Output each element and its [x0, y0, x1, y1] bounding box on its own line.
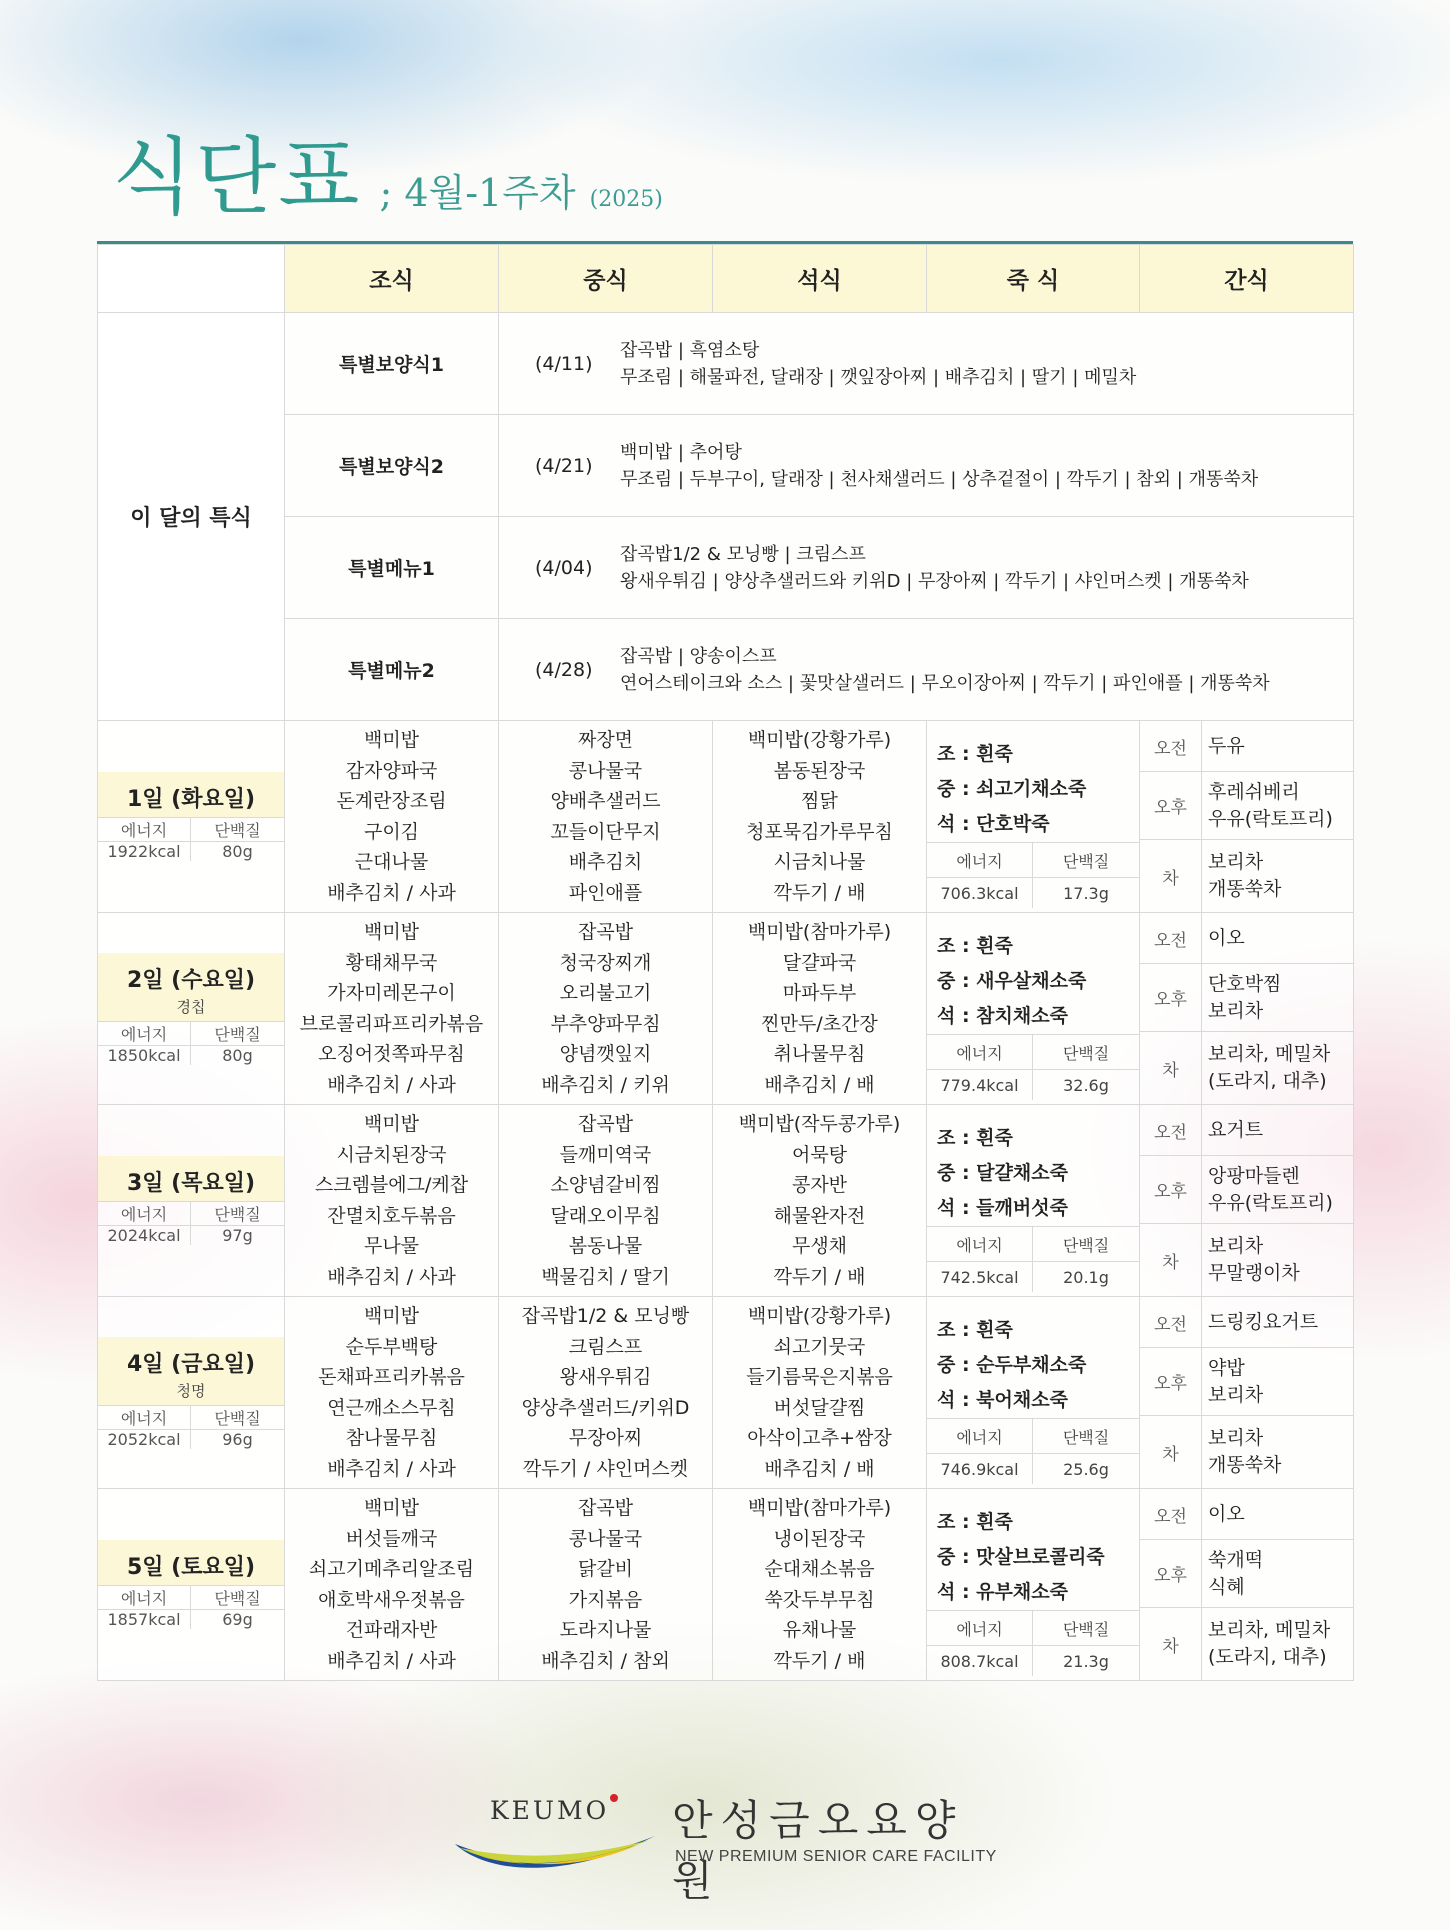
menu-item: 쇠고기메추리알조림	[308, 1558, 475, 1580]
menu-item: 버섯들깨국	[345, 1527, 438, 1550]
snack-tea-row	[1140, 1416, 1353, 1488]
menu-item: 파인애플	[568, 881, 643, 904]
menu-item: 연근깨소스무침	[327, 1396, 456, 1419]
day-nutrition	[98, 817, 284, 861]
menu-item: 버섯달걀찜	[773, 1396, 866, 1419]
snack-cell	[1140, 1297, 1354, 1489]
special-menu-line: 백미밥 | 추어탕	[620, 441, 742, 463]
menu-item: 백미밥(참마가루)	[747, 1497, 892, 1519]
breakfast-cell	[285, 913, 499, 1105]
breakfast-cell	[285, 1105, 499, 1297]
energy-value: 706.3kcal	[927, 877, 1033, 908]
snack-pm-label: 오후	[1140, 1540, 1202, 1607]
menu-item: 참나물무침	[345, 1427, 438, 1449]
col-header-snack: 간식	[1140, 245, 1354, 313]
menu-item: 달걀파국	[782, 951, 857, 974]
snack-am-row	[1140, 1105, 1353, 1156]
special-menu-line: 왕새우튀김 | 양상추샐러드와 키위D | 무장아찌 | 깍두기 | 샤인머스켓 | 개똥쑥차	[620, 570, 1249, 592]
menu-item: 무나물	[363, 1235, 420, 1257]
porridge-item: 조 : 흰죽	[937, 743, 1013, 765]
menu-item: 애호박새우젓볶음	[318, 1588, 465, 1611]
menu-item: 잔멸치호두볶음	[327, 1204, 456, 1227]
menu-item: 백미밥(참마가루)	[747, 921, 892, 943]
special-menu-detail	[499, 517, 1354, 619]
snack-am-label: 오전	[1140, 913, 1202, 963]
menu-item: 크림스프	[568, 1335, 643, 1358]
protein-value: 17.3g	[1033, 877, 1139, 908]
menu-item: 배추김치 / 사과	[327, 1649, 456, 1672]
special-menu-row	[98, 517, 1354, 619]
day-info-cell	[98, 1105, 285, 1297]
snack-item: 보리차	[1208, 851, 1264, 873]
day-info-cell	[98, 913, 285, 1105]
energy-label: 에너지	[98, 1021, 191, 1045]
special-menu-date: (4/21)	[535, 454, 593, 477]
snack-tea-label: 차	[1140, 840, 1202, 912]
snack-tea-label: 차	[1140, 1032, 1202, 1104]
snack-item: 보리차	[1208, 999, 1264, 1022]
menu-item: 들기름묵은지볶음	[746, 1366, 893, 1388]
snack-item: 후레쉬베리	[1208, 780, 1300, 803]
porridge-item: 중 : 쇠고기채소죽	[937, 778, 1087, 800]
snack-item: 두유	[1208, 734, 1245, 757]
porridge-item: 조 : 흰죽	[937, 1127, 1013, 1149]
snack-item: (도라지, 대추)	[1208, 1646, 1327, 1668]
special-menu-row	[98, 415, 1354, 517]
menu-item: 청포묵김가루무침	[746, 820, 893, 843]
snack-am-row	[1140, 1489, 1353, 1540]
lunch-cell	[499, 913, 713, 1105]
menu-item: 꼬들이단무지	[550, 820, 661, 843]
menu-item: 백미밥(강황가루)	[747, 729, 892, 751]
corner-cell	[98, 245, 285, 313]
menu-item: 스크렘블에그/케찹	[314, 1174, 469, 1196]
snack-item: 식혜	[1208, 1575, 1245, 1598]
protein-label: 단백질	[1033, 1034, 1139, 1069]
energy-value: 2024kcal	[98, 1225, 191, 1245]
menu-item: 무장아찌	[568, 1427, 643, 1449]
protein-label: 단백질	[1033, 1610, 1139, 1645]
col-header-lunch: 중식	[499, 245, 713, 313]
menu-item: 브로콜리파프리카볶음	[299, 1012, 484, 1035]
menu-item: 청국장찌개	[559, 951, 652, 974]
menu-item: 배추김치 / 키위	[541, 1073, 670, 1096]
snack-pm-row	[1140, 1348, 1353, 1416]
breakfast-cell	[285, 721, 499, 913]
snack-item: 개똥쑥차	[1208, 878, 1282, 900]
protein-value: 80g	[191, 1045, 284, 1065]
menu-item: 콩나물국	[568, 759, 643, 782]
menu-item: 깍두기 / 배	[773, 1649, 866, 1672]
snack-item: 단호박찜	[1208, 972, 1282, 995]
brand-name: KEUMO	[490, 1796, 610, 1825]
snack-cell	[1140, 913, 1354, 1105]
menu-item: 백미밥	[363, 1113, 420, 1135]
snack-pm-label: 오후	[1140, 1348, 1202, 1415]
col-header-dinner: 석식	[713, 245, 927, 313]
snack-item: 이오	[1208, 926, 1245, 949]
snack-pm-row	[1140, 1540, 1353, 1608]
day-note: 경칩	[98, 996, 284, 1021]
menu-item: 백미밥	[363, 1497, 420, 1519]
lunch-cell	[499, 1489, 713, 1681]
special-menu-line: 무조림 | 두부구이, 달래장 | 천사채샐러드 | 상추겉절이 | 깍두기 | 참외 | 개똥쑥차	[620, 468, 1259, 490]
menu-item: 양배추샐러드	[550, 790, 661, 812]
energy-value: 2052kcal	[98, 1429, 191, 1449]
porridge-cell	[927, 1105, 1140, 1297]
special-menu-name: 특별보양식1	[285, 313, 499, 415]
menu-item: 구이김	[363, 820, 420, 843]
snack-item: (도라지, 대추)	[1208, 1070, 1327, 1092]
special-menu-line: 잡곡밥1/2 & 모닝빵 | 크림스프	[620, 543, 866, 565]
snack-item: 약밥	[1208, 1356, 1245, 1379]
menu-item: 깍두기 / 배	[773, 881, 866, 904]
energy-value: 1850kcal	[98, 1045, 191, 1065]
snack-am-label: 오전	[1140, 1489, 1202, 1539]
special-menu-detail	[499, 313, 1354, 415]
menu-item: 배추김치 / 배	[764, 1457, 875, 1480]
menu-item: 배추김치 / 참외	[541, 1649, 670, 1672]
snack-item: 우유(락토프리)	[1208, 807, 1333, 830]
menu-item: 쑥갓두부무침	[764, 1588, 875, 1611]
meal-table	[97, 244, 1354, 1681]
special-menu-name: 특별메뉴2	[285, 619, 499, 721]
menu-item: 가자미레몬구이	[327, 982, 456, 1004]
snack-tea-row	[1140, 1608, 1353, 1680]
snack-tea-row	[1140, 840, 1353, 912]
lunch-cell	[499, 721, 713, 913]
energy-label: 에너지	[927, 1418, 1033, 1453]
breakfast-cell	[285, 1489, 499, 1681]
snack-item: 보리차	[1208, 1427, 1264, 1449]
energy-value: 746.9kcal	[927, 1453, 1033, 1484]
protein-label: 단백질	[1033, 1418, 1139, 1453]
protein-value: 21.3g	[1033, 1645, 1139, 1676]
menu-item: 마파두부	[782, 982, 857, 1004]
special-menu-detail	[499, 619, 1354, 721]
protein-value: 97g	[191, 1225, 284, 1245]
snack-item: 보리차	[1208, 1383, 1264, 1406]
day-row	[98, 1297, 1354, 1489]
menu-item: 부추양파무침	[550, 1012, 661, 1035]
snack-am-label: 오전	[1140, 1105, 1202, 1155]
menu-item: 취나물무침	[773, 1043, 866, 1065]
menu-item: 백미밥	[363, 921, 420, 943]
menu-item: 배추김치 / 사과	[327, 1073, 456, 1096]
snack-pm-label: 오후	[1140, 772, 1202, 839]
special-menu-line: 연어스테이크와 소스 | 꽃맛살샐러드 | 무오이장아찌 | 깍두기 | 파인애플 | 개똥쑥차	[620, 672, 1270, 694]
menu-item: 백미밥(작두콩가루)	[738, 1113, 901, 1135]
energy-value: 808.7kcal	[927, 1645, 1033, 1676]
menu-item: 해물완자전	[773, 1204, 866, 1227]
snack-tea-label: 차	[1140, 1608, 1202, 1680]
protein-label: 단백질	[191, 817, 284, 841]
energy-label: 에너지	[98, 817, 191, 841]
day-row	[98, 1105, 1354, 1297]
protein-value: 20.1g	[1033, 1261, 1139, 1292]
porridge-nutrition	[927, 1034, 1139, 1100]
page-subtitle: ; 4월-1주차	[379, 171, 576, 215]
day-row	[98, 721, 1354, 913]
menu-item: 양상추샐러드/키위D	[521, 1396, 690, 1419]
snack-tea-label: 차	[1140, 1224, 1202, 1296]
snack-item: 우유(락토프리)	[1208, 1191, 1333, 1214]
dinner-cell	[713, 913, 927, 1105]
porridge-nutrition	[927, 1226, 1139, 1292]
organization-name: 안성금오요양원	[672, 1796, 964, 1905]
protein-label: 단백질	[191, 1585, 284, 1609]
protein-value: 69g	[191, 1609, 284, 1629]
day-row	[98, 913, 1354, 1105]
energy-label: 에너지	[927, 842, 1033, 877]
menu-item: 오징어젓쪽파무침	[318, 1043, 465, 1065]
special-menu-row	[98, 619, 1354, 721]
page-header	[112, 110, 663, 226]
lunch-cell	[499, 1105, 713, 1297]
snack-item: 무말랭이차	[1208, 1262, 1300, 1284]
snack-am-row	[1140, 913, 1353, 964]
special-menu-line: 무조림 | 해물파전, 달래장 | 깻잎장아찌 | 배추김치 | 딸기 | 메밀차	[620, 366, 1137, 388]
menu-item: 순대채소볶음	[764, 1558, 875, 1580]
snack-item: 앙팡마들렌	[1208, 1164, 1300, 1187]
snack-pm-row	[1140, 772, 1353, 840]
menu-item: 근대나물	[354, 851, 429, 873]
energy-label: 에너지	[927, 1034, 1033, 1069]
day-name: 3일 (목요일)	[98, 1156, 284, 1201]
protein-label: 단백질	[191, 1405, 284, 1429]
menu-item: 찐만두/초간장	[761, 1012, 878, 1035]
protein-label: 단백질	[191, 1021, 284, 1045]
snack-am-label: 오전	[1140, 1297, 1202, 1347]
protein-label: 단백질	[191, 1201, 284, 1225]
menu-item: 쇠고기뭇국	[773, 1335, 866, 1358]
energy-label: 에너지	[98, 1201, 191, 1225]
special-menu-title: 이 달의 특식	[98, 313, 285, 721]
porridge-item: 석 : 유부채소죽	[937, 1581, 1068, 1603]
porridge-nutrition	[927, 1418, 1139, 1484]
page-title: 식단표	[112, 128, 362, 226]
protein-value: 32.6g	[1033, 1069, 1139, 1100]
menu-item: 백물김치 / 딸기	[541, 1265, 670, 1288]
menu-item: 콩나물국	[568, 1527, 643, 1550]
special-menu-date: (4/04)	[535, 556, 593, 579]
energy-value: 1857kcal	[98, 1609, 191, 1629]
porridge-item: 중 : 달걀채소죽	[937, 1162, 1068, 1184]
special-menu-line: 잡곡밥 | 양송이스프	[620, 645, 777, 667]
porridge-cell	[927, 1489, 1140, 1681]
page-year: (2025)	[589, 187, 663, 212]
porridge-item: 석 : 들깨버섯죽	[937, 1197, 1068, 1219]
menu-item: 배추김치	[568, 851, 643, 873]
protein-value: 25.6g	[1033, 1453, 1139, 1484]
porridge-item: 석 : 단호박죽	[937, 813, 1050, 835]
dinner-cell	[713, 1297, 927, 1489]
protein-value: 80g	[191, 841, 284, 861]
day-name: 1일 (화요일)	[98, 772, 284, 817]
day-nutrition	[98, 1405, 284, 1449]
organization-tagline: NEW PREMIUM SENIOR CARE FACILITY	[675, 1848, 997, 1865]
menu-item: 오리불고기	[559, 982, 652, 1004]
menu-item: 냉이된장국	[773, 1527, 866, 1550]
menu-item: 들깨미역국	[559, 1143, 652, 1166]
protein-label: 단백질	[1033, 1226, 1139, 1261]
menu-item: 백미밥	[363, 1305, 420, 1327]
menu-item: 도라지나물	[559, 1619, 652, 1641]
menu-item: 무생채	[791, 1235, 848, 1257]
snack-item: 이오	[1208, 1502, 1245, 1525]
col-header-breakfast: 조식	[285, 245, 499, 313]
day-info-cell	[98, 1297, 285, 1489]
snack-pm-row	[1140, 964, 1353, 1032]
energy-label: 에너지	[927, 1610, 1033, 1645]
menu-item: 배추김치 / 사과	[327, 1265, 456, 1288]
energy-value: 1922kcal	[98, 841, 191, 861]
porridge-nutrition	[927, 1610, 1139, 1676]
day-nutrition	[98, 1201, 284, 1245]
menu-item: 어묵탕	[791, 1143, 848, 1166]
energy-label: 에너지	[927, 1226, 1033, 1261]
brand-dot	[610, 1794, 618, 1802]
menu-item: 짜장면	[577, 729, 634, 751]
special-menu-row	[98, 313, 1354, 415]
snack-item: 개똥쑥차	[1208, 1454, 1282, 1476]
menu-item: 깍두기 / 샤인머스켓	[522, 1457, 689, 1480]
menu-item: 배추김치 / 사과	[327, 1457, 456, 1480]
snack-item: 보리차, 메밀차	[1208, 1619, 1331, 1641]
snack-cell	[1140, 721, 1354, 913]
porridge-cell	[927, 913, 1140, 1105]
protein-value: 96g	[191, 1429, 284, 1449]
porridge-item: 조 : 흰죽	[937, 1319, 1013, 1341]
menu-item: 돈채파프리카볶음	[318, 1366, 465, 1388]
menu-item: 백미밥	[363, 729, 420, 751]
menu-item: 배추김치 / 사과	[327, 881, 456, 904]
snack-pm-row	[1140, 1156, 1353, 1224]
snack-tea-label: 차	[1140, 1416, 1202, 1488]
snack-item: 쑥개떡	[1208, 1548, 1264, 1571]
porridge-item: 중 : 맛살브로콜리죽	[937, 1546, 1105, 1568]
snack-item: 드링킹요거트	[1208, 1310, 1319, 1333]
menu-item: 콩자반	[791, 1174, 848, 1196]
menu-item: 소양념갈비찜	[550, 1174, 661, 1196]
snack-tea-row	[1140, 1032, 1353, 1104]
porridge-item: 중 : 새우살채소죽	[937, 970, 1087, 992]
energy-value: 779.4kcal	[927, 1069, 1033, 1100]
snack-item: 보리차	[1208, 1235, 1264, 1257]
col-header-porridge: 죽 식	[927, 245, 1140, 313]
special-menu-date: (4/11)	[535, 352, 593, 375]
dinner-cell	[713, 721, 927, 913]
menu-item: 황태채무국	[345, 951, 438, 974]
porridge-item: 조 : 흰죽	[937, 1511, 1013, 1533]
menu-item: 찜닭	[801, 790, 838, 812]
day-name: 5일 (토요일)	[98, 1540, 284, 1585]
special-menu-name: 특별메뉴1	[285, 517, 499, 619]
day-nutrition	[98, 1021, 284, 1065]
menu-item: 잡곡밥	[577, 1497, 634, 1519]
porridge-item: 조 : 흰죽	[937, 935, 1013, 957]
menu-item: 가지볶음	[568, 1588, 643, 1611]
menu-item: 순두부백탕	[345, 1335, 438, 1358]
dinner-cell	[713, 1489, 927, 1681]
energy-label: 에너지	[98, 1405, 191, 1429]
snack-item: 보리차, 메밀차	[1208, 1043, 1331, 1065]
menu-item: 봄동나물	[568, 1235, 643, 1257]
menu-item: 잡곡밥	[577, 1113, 634, 1135]
menu-item: 깍두기 / 배	[773, 1265, 866, 1288]
dinner-cell	[713, 1105, 927, 1297]
snack-pm-label: 오후	[1140, 964, 1202, 1031]
special-menu-name: 특별보양식2	[285, 415, 499, 517]
day-info-cell	[98, 1489, 285, 1681]
porridge-item: 중 : 순두부채소죽	[937, 1354, 1087, 1376]
column-header-row	[98, 245, 1354, 313]
menu-item: 건파래자반	[345, 1619, 438, 1641]
menu-item: 시금치된장국	[336, 1143, 447, 1166]
special-menu-detail	[499, 415, 1354, 517]
snack-cell	[1140, 1489, 1354, 1681]
day-row	[98, 1489, 1354, 1681]
menu-item: 잡곡밥	[577, 921, 634, 943]
energy-value: 742.5kcal	[927, 1261, 1033, 1292]
menu-item: 봄동된장국	[773, 759, 866, 782]
snack-am-row	[1140, 1297, 1353, 1348]
breakfast-cell	[285, 1297, 499, 1489]
footer-logo	[450, 1786, 1010, 1905]
snack-pm-label: 오후	[1140, 1156, 1202, 1223]
day-name: 4일 (금요일)	[98, 1337, 284, 1382]
snack-tea-row	[1140, 1224, 1353, 1296]
lunch-cell	[499, 1297, 713, 1489]
menu-item: 배추김치 / 배	[764, 1073, 875, 1096]
snack-item: 요거트	[1208, 1118, 1264, 1141]
protein-label: 단백질	[1033, 842, 1139, 877]
menu-item: 왕새우튀김	[559, 1366, 652, 1388]
porridge-nutrition	[927, 842, 1139, 908]
menu-item: 유채나물	[782, 1619, 857, 1641]
menu-item: 시금치나물	[773, 851, 866, 873]
menu-item: 양념깻잎지	[559, 1043, 652, 1065]
menu-item: 감자양파국	[345, 759, 438, 782]
menu-item: 돈계란장조림	[336, 790, 447, 812]
menu-item: 아삭이고추+쌈장	[747, 1427, 892, 1449]
porridge-item: 석 : 북어채소죽	[937, 1389, 1068, 1411]
porridge-item: 석 : 참치채소죽	[937, 1005, 1068, 1027]
menu-item: 백미밥(강황가루)	[747, 1305, 892, 1327]
day-nutrition	[98, 1585, 284, 1629]
special-menu-line: 잡곡밥 | 흑염소탕	[620, 339, 760, 361]
day-note: 청명	[98, 1380, 284, 1405]
menu-item: 닭갈비	[577, 1558, 634, 1580]
porridge-cell	[927, 721, 1140, 913]
snack-am-label: 오전	[1140, 721, 1202, 771]
special-menu-date: (4/28)	[535, 658, 593, 681]
menu-item: 달래오이무침	[550, 1204, 661, 1227]
day-info-cell	[98, 721, 285, 913]
snack-am-row	[1140, 721, 1353, 772]
snack-cell	[1140, 1105, 1354, 1297]
day-name: 2일 (수요일)	[98, 953, 284, 998]
energy-label: 에너지	[98, 1585, 191, 1609]
porridge-cell	[927, 1297, 1140, 1489]
menu-item: 잡곡밥1/2 & 모닝빵	[521, 1305, 690, 1327]
